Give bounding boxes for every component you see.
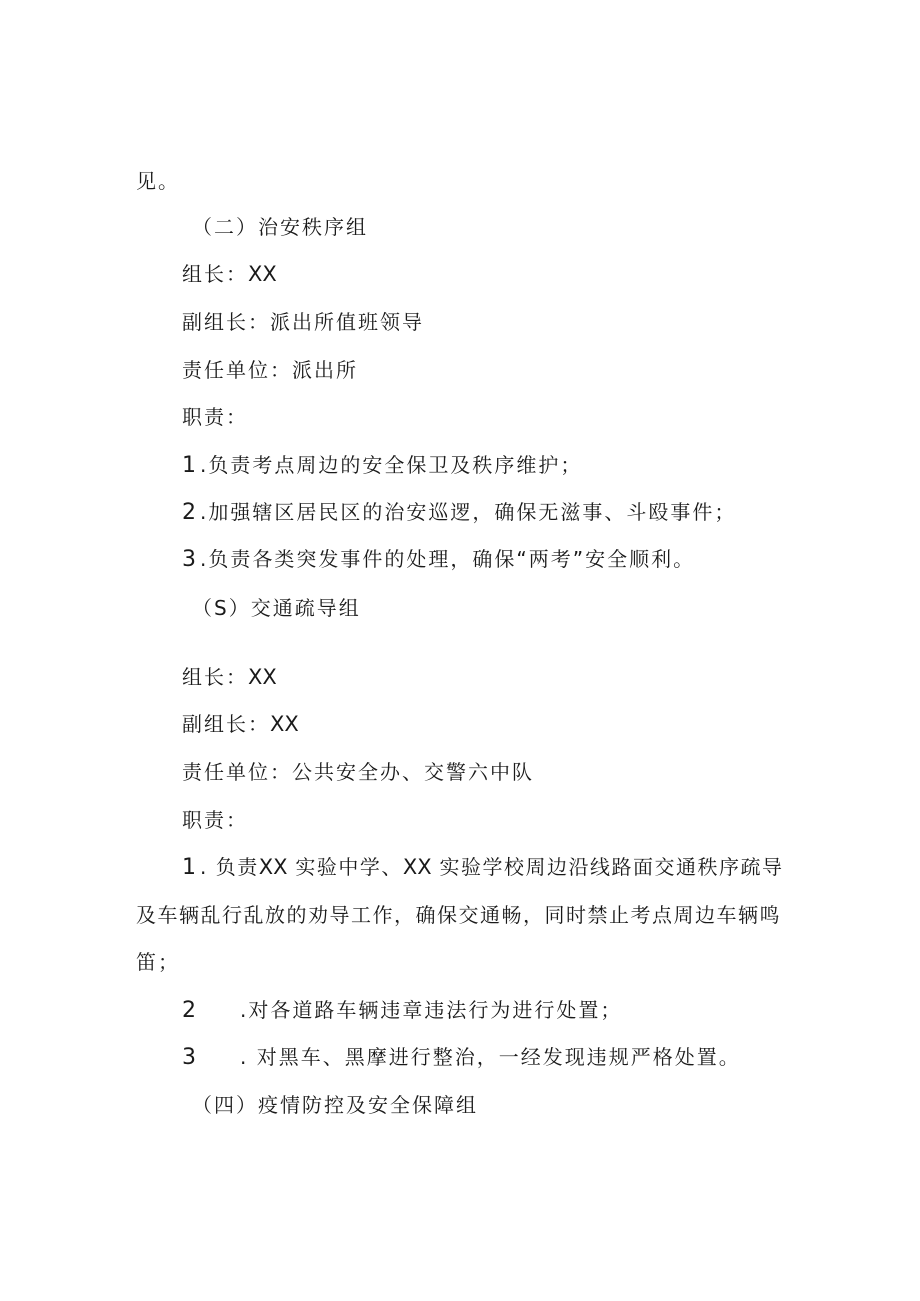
school-name-placeholder: XX — [258, 855, 288, 879]
duty-number: 1 — [182, 855, 196, 880]
section3-duty-1-line-2: 及车辆乱行乱放的劝导工作，确保交通畅，同时禁止考点周边车辆鸣 — [136, 903, 781, 927]
section3-unit: 责任单位：公共安全办、交警六中队 — [182, 760, 534, 784]
section-heading-4: （四）疫情防控及安全保障组 — [192, 1093, 478, 1117]
duty-text: .对各道路车辆违章违法行为进行处置； — [240, 998, 623, 1022]
section2-leader — [182, 259, 277, 289]
school-name-placeholder: XX — [402, 855, 432, 879]
leader-value: XX — [248, 665, 277, 689]
section3-deputy — [182, 709, 299, 739]
deputy-label: 副组长： — [182, 712, 270, 736]
section2-duty-1 — [182, 450, 582, 481]
leader-value: XX — [248, 262, 277, 286]
section-heading-2: （二）治安秩序组 — [192, 215, 368, 239]
section2-duties-label: 职责： — [182, 405, 248, 429]
duty-number: 1 — [182, 453, 196, 478]
duty-text: .加强辖区居民区的治安巡逻，确保无滋事、斗殴事件； — [200, 500, 737, 524]
section2-duty-2 — [182, 497, 736, 528]
section3-leader — [182, 662, 277, 692]
section-heading-3: （S）交通疏导组 — [192, 596, 361, 620]
duty-number: 3 — [182, 547, 196, 572]
paragraph-continuation: 见。 — [136, 169, 180, 193]
deputy-value: XX — [270, 712, 299, 736]
duty-number: 2 — [182, 500, 196, 525]
section3-duty-2 — [182, 995, 622, 1026]
leader-label: 组长： — [182, 665, 248, 689]
section2-duty-3 — [182, 544, 695, 575]
duty-number: 3 — [182, 1045, 196, 1070]
duty-text: . 对黑车、黑摩进行整治，一经发现违规严格处置。 — [240, 1045, 741, 1069]
section3-duty-1-line-1 — [182, 852, 784, 883]
duty-number: 2 — [182, 998, 196, 1023]
section2-unit: 责任单位：派出所 — [182, 358, 358, 382]
leader-label: 组长： — [182, 262, 248, 286]
section3-duty-1-line-3: 笛； — [136, 950, 180, 974]
duty-text: . 负责 — [200, 855, 259, 879]
section2-deputy: 副组长：派出所值班领导 — [182, 310, 424, 334]
duty-text: .负责各类突发事件的处理，确保“两考”安全顺利。 — [200, 547, 696, 571]
duty-text: 实验中学、 — [287, 855, 403, 879]
section3-duties-label: 职责： — [182, 808, 248, 832]
section3-duty-3 — [182, 1042, 741, 1073]
duty-text: .负责考点周边的安全保卫及秩序维护； — [200, 453, 583, 477]
duty-text: 实验学校周边沿线路面交通秩序疏导 — [431, 855, 784, 879]
